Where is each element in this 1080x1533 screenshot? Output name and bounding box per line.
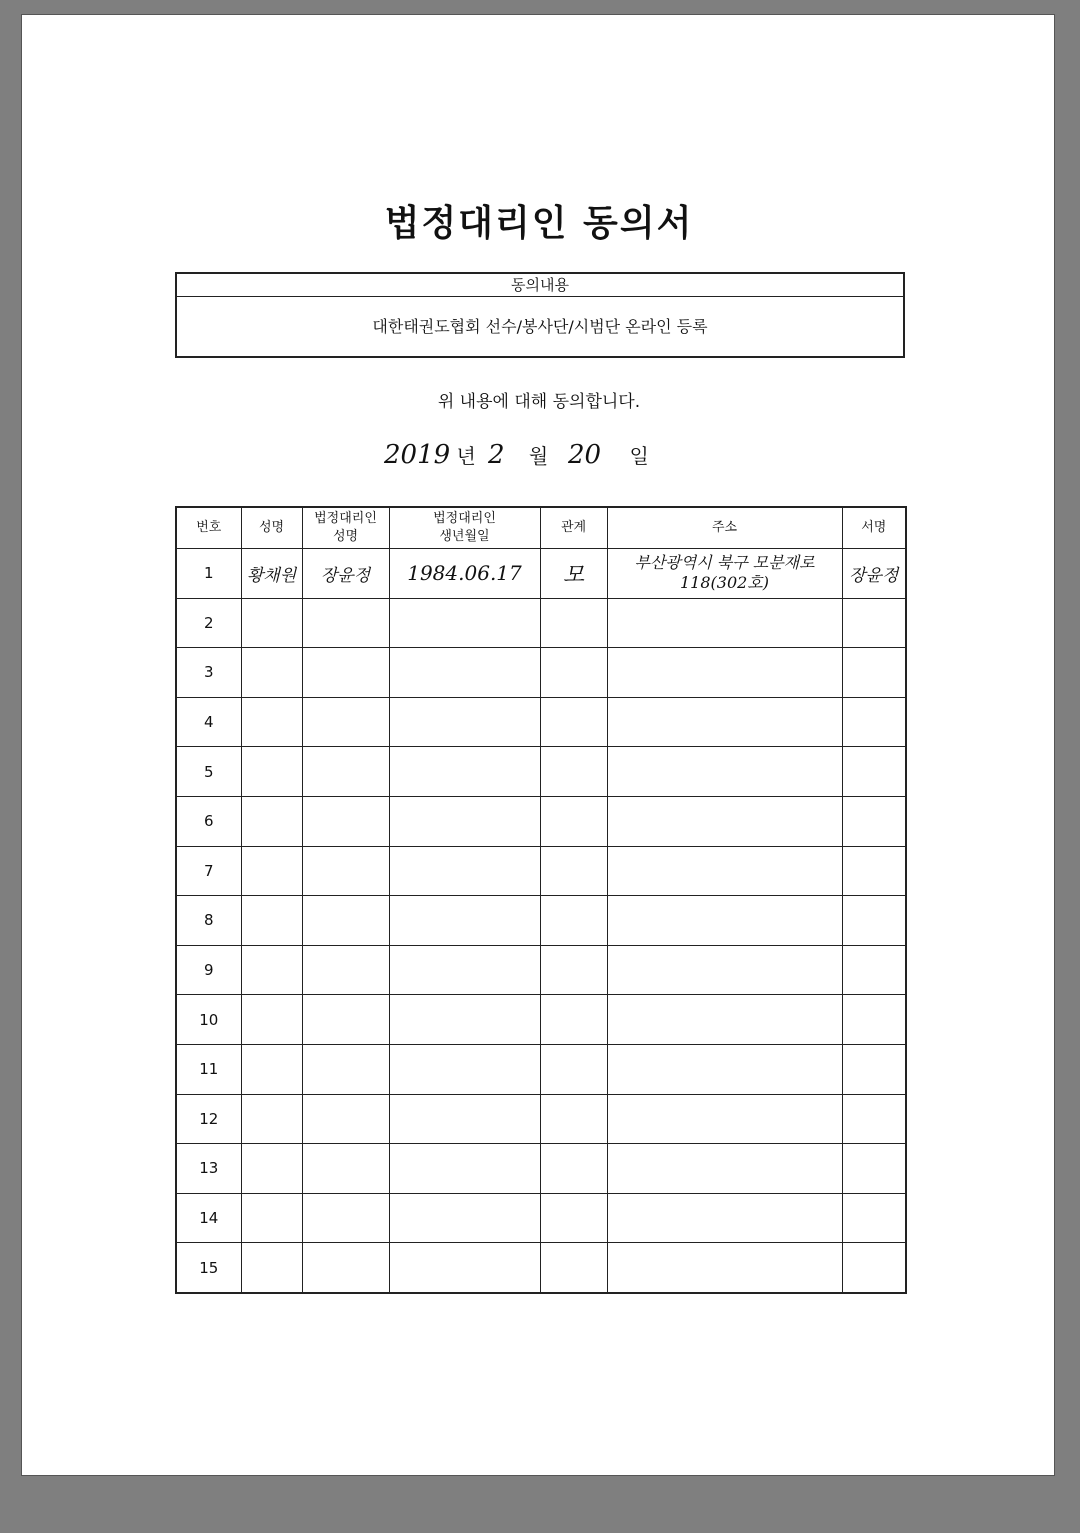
cell-signature — [842, 1044, 906, 1094]
cell-relation — [540, 747, 607, 797]
cell-guardian-birth — [389, 995, 540, 1045]
cell-address — [607, 796, 842, 846]
cell-name — [241, 896, 302, 946]
cell-name — [241, 648, 302, 698]
cell-name-value: 황채원 — [246, 565, 297, 586]
cell-relation — [540, 1243, 607, 1293]
cell-address — [607, 697, 842, 747]
cell-guardian-birth — [389, 648, 540, 698]
table-row — [176, 1243, 906, 1293]
cell-guardian-birth — [389, 697, 540, 747]
cell-number-value: 10 — [199, 1010, 219, 1029]
cell-guardian-name — [302, 846, 389, 896]
date-day — [568, 440, 649, 480]
cell-guardian-birth — [389, 1094, 540, 1144]
cell-guardian-name — [302, 796, 389, 846]
address-line-2: 118(302호) — [679, 573, 770, 593]
cell-number-value: 12 — [199, 1109, 219, 1128]
cell-guardian-birth — [389, 1044, 540, 1094]
cell-number — [176, 796, 241, 846]
cell-number — [176, 1193, 241, 1243]
table-row — [176, 747, 906, 797]
cell-guardian-birth — [389, 1144, 540, 1194]
table-row — [176, 549, 906, 599]
date-day-unit: 일 — [629, 444, 649, 468]
cell-number-value: 14 — [199, 1209, 219, 1228]
header-signature: 서명 — [842, 507, 906, 549]
cell-relation — [540, 549, 607, 599]
cell-relation — [540, 1193, 607, 1243]
date-month — [488, 440, 548, 480]
cell-relation — [540, 598, 607, 648]
cell-signature — [842, 1094, 906, 1144]
cell-relation — [540, 1144, 607, 1194]
cell-number-value: 11 — [199, 1060, 219, 1079]
date-day-value: 20 — [568, 440, 602, 470]
cell-address — [607, 747, 842, 797]
table-row — [176, 1044, 906, 1094]
cell-guardian-name-value: 장윤정 — [320, 565, 371, 586]
cell-number-value: 2 — [203, 613, 214, 632]
cell-relation — [540, 648, 607, 698]
cell-number — [176, 1243, 241, 1293]
cell-name — [241, 549, 302, 599]
cell-relation — [540, 995, 607, 1045]
cell-number — [176, 945, 241, 995]
cell-address — [607, 598, 842, 648]
cell-address — [607, 846, 842, 896]
cell-name — [241, 796, 302, 846]
cell-signature — [842, 549, 906, 599]
cell-address — [607, 1144, 842, 1194]
cell-guardian-name — [302, 598, 389, 648]
cell-number — [176, 648, 241, 698]
cell-number-value: 9 — [203, 961, 214, 980]
cell-number — [176, 549, 241, 599]
cell-signature — [842, 995, 906, 1045]
cell-relation — [540, 896, 607, 946]
cell-address — [607, 1243, 842, 1293]
cell-address — [607, 1193, 842, 1243]
header-guardian-name: 법정대리인 성명 — [302, 507, 389, 549]
date-month-value: 2 — [488, 440, 505, 470]
cell-address — [607, 995, 842, 1045]
table-row — [176, 1094, 906, 1144]
address-line-1: 부산광역시 북구 모분재로 — [634, 553, 815, 573]
cell-signature — [842, 598, 906, 648]
cell-number-value: 1 — [203, 564, 214, 583]
table-row — [176, 846, 906, 896]
cell-address — [607, 648, 842, 698]
header-guardian-birth: 법정대리인 생년월일 — [389, 507, 540, 549]
cell-guardian-birth-value: 1984.06.17 — [407, 561, 522, 586]
cell-relation-value: 모 — [562, 562, 585, 588]
cell-number-value: 13 — [199, 1159, 219, 1178]
cell-guardian-name — [302, 747, 389, 797]
cell-signature — [842, 1193, 906, 1243]
cell-guardian-name — [302, 697, 389, 747]
cell-guardian-name — [302, 549, 389, 599]
cell-number-value: 4 — [203, 713, 214, 732]
guardian-table — [175, 506, 907, 1294]
cell-name — [241, 747, 302, 797]
cell-relation — [540, 846, 607, 896]
cell-name — [241, 1044, 302, 1094]
cell-signature — [842, 846, 906, 896]
table-row — [176, 1193, 906, 1243]
cell-signature — [842, 648, 906, 698]
cell-number — [176, 1044, 241, 1094]
cell-relation — [540, 945, 607, 995]
table-row — [176, 796, 906, 846]
cell-address — [607, 1094, 842, 1144]
cell-signature — [842, 1243, 906, 1293]
cell-relation — [540, 1044, 607, 1094]
consent-text: 대한태권도협회 선수/봉사단/시범단 온라인 등록 — [372, 317, 708, 336]
cell-signature — [842, 1144, 906, 1194]
cell-relation — [540, 697, 607, 747]
cell-guardian-birth — [389, 945, 540, 995]
date-month-unit: 월 — [528, 444, 549, 468]
cell-number — [176, 896, 241, 946]
cell-name — [241, 598, 302, 648]
cell-guardian-birth — [389, 1243, 540, 1293]
table-row — [176, 995, 906, 1045]
cell-guardian-birth — [389, 846, 540, 896]
cell-guardian-birth — [389, 549, 540, 599]
cell-guardian-name — [302, 1044, 389, 1094]
cell-number — [176, 1094, 241, 1144]
cell-guardian-name — [302, 896, 389, 946]
date-year-unit: 년 — [456, 444, 476, 468]
cell-name — [241, 945, 302, 995]
table-row — [176, 648, 906, 698]
cell-number-value: 6 — [203, 812, 214, 831]
header-name: 성명 — [241, 507, 302, 549]
cell-number — [176, 747, 241, 797]
consent-header: 동의내용 — [177, 274, 903, 297]
cell-name — [241, 995, 302, 1045]
cell-signature — [842, 796, 906, 846]
table-row — [176, 1144, 906, 1194]
cell-name — [241, 697, 302, 747]
cell-guardian-name — [302, 1144, 389, 1194]
table-row — [176, 697, 906, 747]
cell-guardian-name — [302, 1193, 389, 1243]
cell-name — [241, 1144, 302, 1194]
consent-box — [175, 272, 905, 358]
cell-guardian-birth — [389, 1193, 540, 1243]
date-year-value: 2019 — [384, 440, 451, 470]
cell-signature — [842, 945, 906, 995]
cell-guardian-name — [302, 1243, 389, 1293]
table-row — [176, 598, 906, 648]
cell-number-value: 8 — [203, 911, 214, 930]
cell-signature — [842, 896, 906, 946]
cell-name — [241, 1094, 302, 1144]
cell-address — [607, 945, 842, 995]
cell-number-value: 15 — [199, 1258, 219, 1277]
cell-guardian-birth — [389, 598, 540, 648]
cell-address — [607, 549, 842, 599]
cell-address — [607, 1044, 842, 1094]
document-title: 법정대리인 동의서 — [384, 203, 694, 244]
cell-relation — [540, 1094, 607, 1144]
cell-name — [241, 846, 302, 896]
table-row — [176, 945, 906, 995]
cell-relation — [540, 796, 607, 846]
cell-number-value: 5 — [203, 762, 214, 781]
cell-guardian-birth — [389, 796, 540, 846]
cell-number — [176, 995, 241, 1045]
table-header-row — [176, 507, 906, 549]
cell-guardian-name — [302, 1094, 389, 1144]
cell-signature — [842, 747, 906, 797]
cell-signature — [842, 697, 906, 747]
header-number: 번호 — [176, 507, 241, 549]
agree-statement: 위 내용에 대해 동의합니다. — [437, 392, 641, 412]
cell-address — [607, 896, 842, 946]
header-relation: 관계 — [540, 507, 607, 549]
cell-name — [241, 1193, 302, 1243]
cell-number-value: 3 — [203, 663, 214, 682]
cell-guardian-name — [302, 648, 389, 698]
cell-guardian-birth — [389, 747, 540, 797]
cell-guardian-name — [302, 945, 389, 995]
cell-name — [241, 1243, 302, 1293]
cell-number-value: 7 — [203, 861, 214, 880]
header-address: 주소 — [607, 507, 842, 549]
cell-guardian-birth — [389, 896, 540, 946]
cell-guardian-name — [302, 995, 389, 1045]
cell-number — [176, 1144, 241, 1194]
table-row — [176, 896, 906, 946]
document-page — [21, 14, 1055, 1476]
cell-number — [176, 598, 241, 648]
cell-signature-value: 장윤정 — [849, 565, 899, 586]
cell-number — [176, 846, 241, 896]
cell-number — [176, 697, 241, 747]
date-year — [384, 440, 476, 480]
